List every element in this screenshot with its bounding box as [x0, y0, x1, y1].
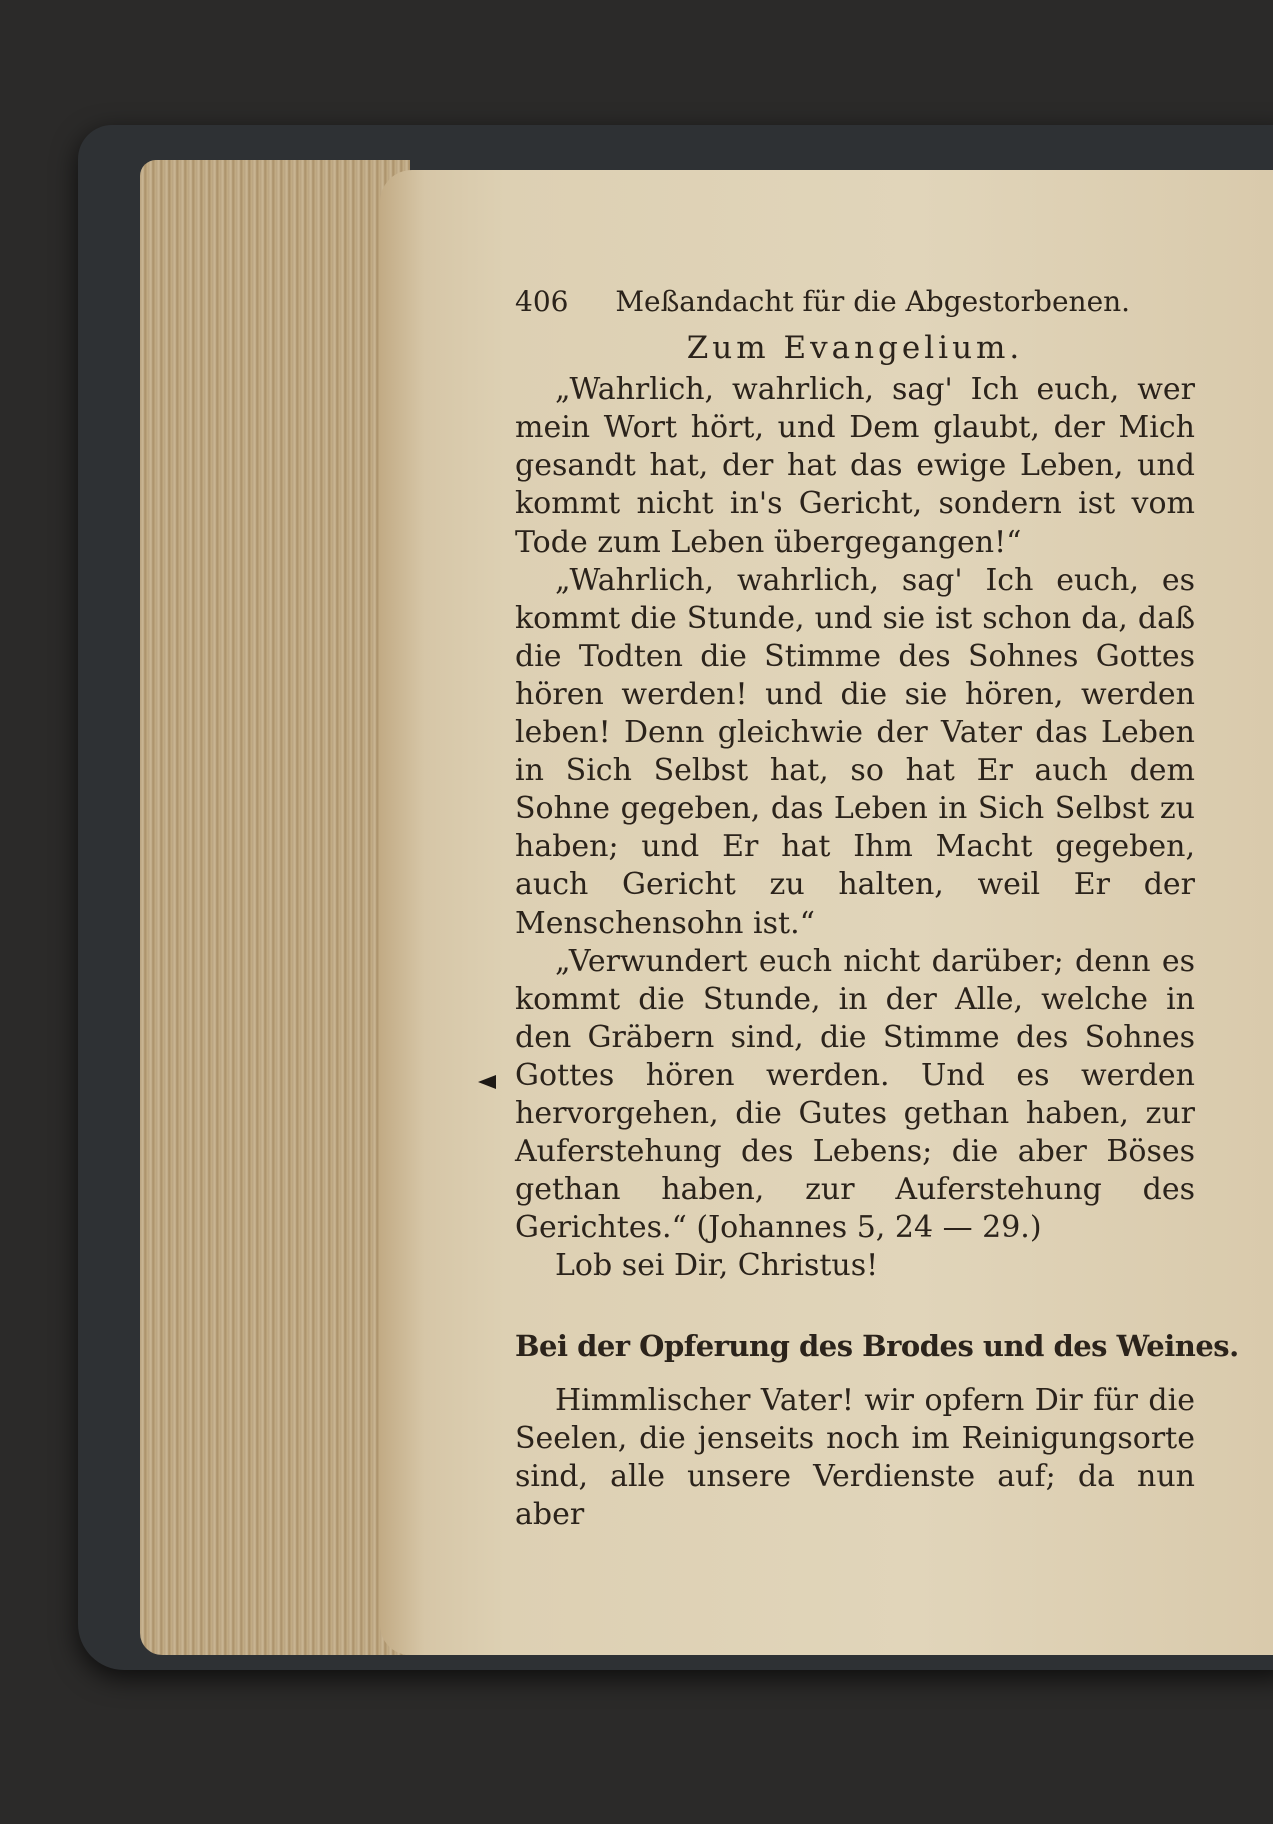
paragraph: „Verwundert euch nicht darüber; denn es kommt die Stunde, in der Alle, welche in den Gräbern sind, die Stimme des Sohnes Gottes hören werden. Und es werden hervorgehen, die Gutes gethan haben, zur Auferstehung des Lebens; die aber Böses gethan haben, zur Auferstehung des Gerichtes.“ (Johannes 5, 24 — 29.)	[515, 943, 1195, 1246]
paragraph: Lob sei Dir, Christus!	[555, 1248, 879, 1284]
page-edges	[140, 160, 410, 1655]
margin-arrow-mark	[478, 1075, 496, 1089]
paragraph: „Wahrlich, wahrlich, sag' Ich euch, wer mein Wort hört, und Dem glaubt, der Mich gesandt hat, der hat das ewige Leben, und kommt nicht in's Gericht, sondern ist vom Tode zum Leben übergegangen!“	[515, 372, 1195, 560]
paragraph: Himmlischer Vater! wir opfern Dir für die Seelen, die jenseits noch im Reinigungsorte sind, alle unsere Verdienste auf; da nun aber	[515, 1382, 1195, 1532]
running-header	[515, 283, 1195, 321]
paragraph: „Wahrlich, wahrlich, sag' Ich euch, es kommt die Stunde, und sie ist schon da, daß die Todten die Stimme des Sohnes Gottes hören werden! und die sie hören, werden leben! Denn gleichwie der Vater das Leben in Sich Selbst hat, so hat Er auch dem Sohne gegeben, das Leben in Sich Selbst zu haben; und Er hat Ihm Macht gegeben, auch Gericht zu halten, weil Er der Menschensohn ist.“	[515, 562, 1195, 941]
subsection-title: Bei der Opferung des Brodes und des Weines.	[515, 1329, 1239, 1364]
page-number: 406	[515, 285, 569, 318]
page-text	[515, 283, 1239, 1534]
running-head-title: Meßandacht für die Abgestorbenen.	[615, 285, 1131, 318]
section-title: Zum Evangelium.	[686, 330, 1024, 367]
